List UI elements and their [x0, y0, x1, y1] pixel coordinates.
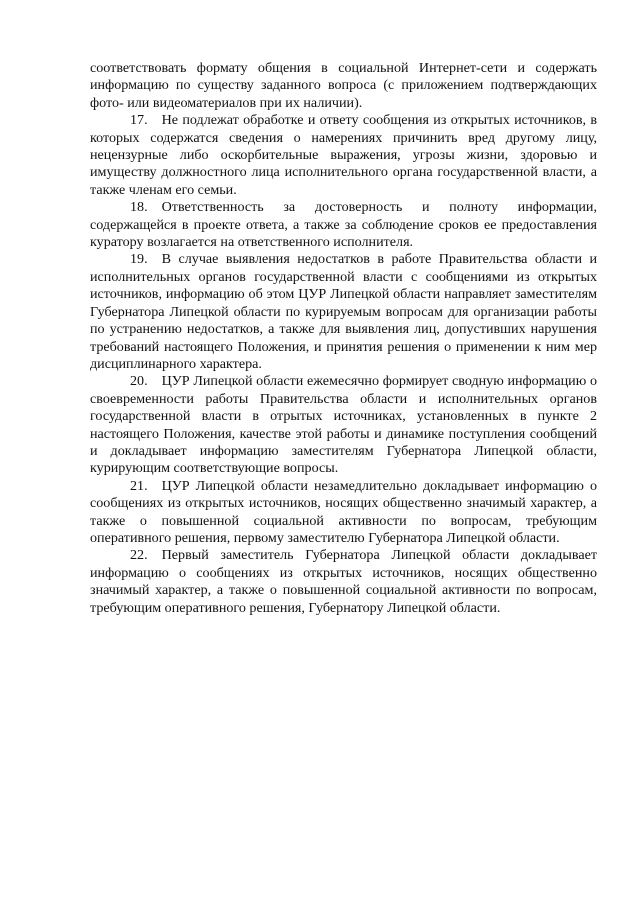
- paragraph-18: [90, 199, 597, 251]
- paragraph-text: Первый заместитель Губернатора Липецкой области докладывает информацию о сообщениях из открытых источников, носящих общественно значимый характер, а также о повышенной социальной активности по вопросам, требующим оперативного решения, Губернатору Липецкой области.: [90, 547, 597, 616]
- paragraph-number: 22.: [130, 547, 148, 564]
- paragraph-20: [90, 373, 597, 477]
- paragraph-number: 20.: [130, 373, 148, 390]
- paragraph-22: [90, 547, 597, 617]
- document-page: [90, 60, 597, 617]
- paragraph-number: 18.: [130, 199, 148, 216]
- paragraph-text: ЦУР Липецкой области ежемесячно формирует сводную информацию о своевременности работы Правительства области и исполнительных органов государственной власти в отрытых источниках, установленных в пункте 2 настоящего Положения, качестве этой работы и динамике поступления сообщений и докладывает информацию заместителям Губернатора Липецкой области, курирующим соответствующие вопросы.: [90, 373, 597, 477]
- paragraph-continuation: соответствовать формату общения в социальной Интернет-сети и содержать информацию по существу заданного вопроса (с приложением подтверждающих фото- или видеоматериалов при их наличии).: [90, 60, 597, 111]
- paragraph-number: 17.: [130, 112, 148, 129]
- paragraph-19: [90, 251, 597, 373]
- paragraph-text: ЦУР Липецкой области незамедлительно докладывает информацию о сообщениях из открытых источников, носящих общественно значимый характер, а также о повышенной социальной активности по вопросам, требующим оперативного решения, первому заместителю Губернатора Липецкой области.: [90, 477, 597, 546]
- paragraph-text: Ответственность за достоверность и полноту информации, содержащейся в проекте ответа, а также за соблюдение сроков ее предоставления куратору возлагается на ответственного исполнителя.: [90, 199, 597, 251]
- paragraph-21: [90, 478, 597, 548]
- paragraph-text: В случае выявления недостатков в работе Правительства области и исполнительных органов государственной власти с сообщениями из открытых источников, информацию об этом ЦУР Липецкой области направляет заместителям Губернатора Липецкой области по курируемым вопросам для организации работы по устранению недостатков, а также для выявления лиц, допустивших нарушения требований настоящего Положения, и принятия решения о применении к ним мер дисциплинарного характера.: [90, 251, 597, 372]
- paragraph-number: 21.: [130, 477, 148, 494]
- paragraph-text: Не подлежат обработке и ответу сообщения из открытых источников, в которых содержатся сведения о намерениях причинить вред другому лицу, нецензурные либо оскорбительные выражения, угрозы жизни, здоровью и имуществу должностного лица исполнительного органа государственной власти, а также членам его семьи.: [90, 112, 597, 198]
- paragraph-number: 19.: [130, 251, 148, 268]
- paragraph-17: [90, 112, 597, 199]
